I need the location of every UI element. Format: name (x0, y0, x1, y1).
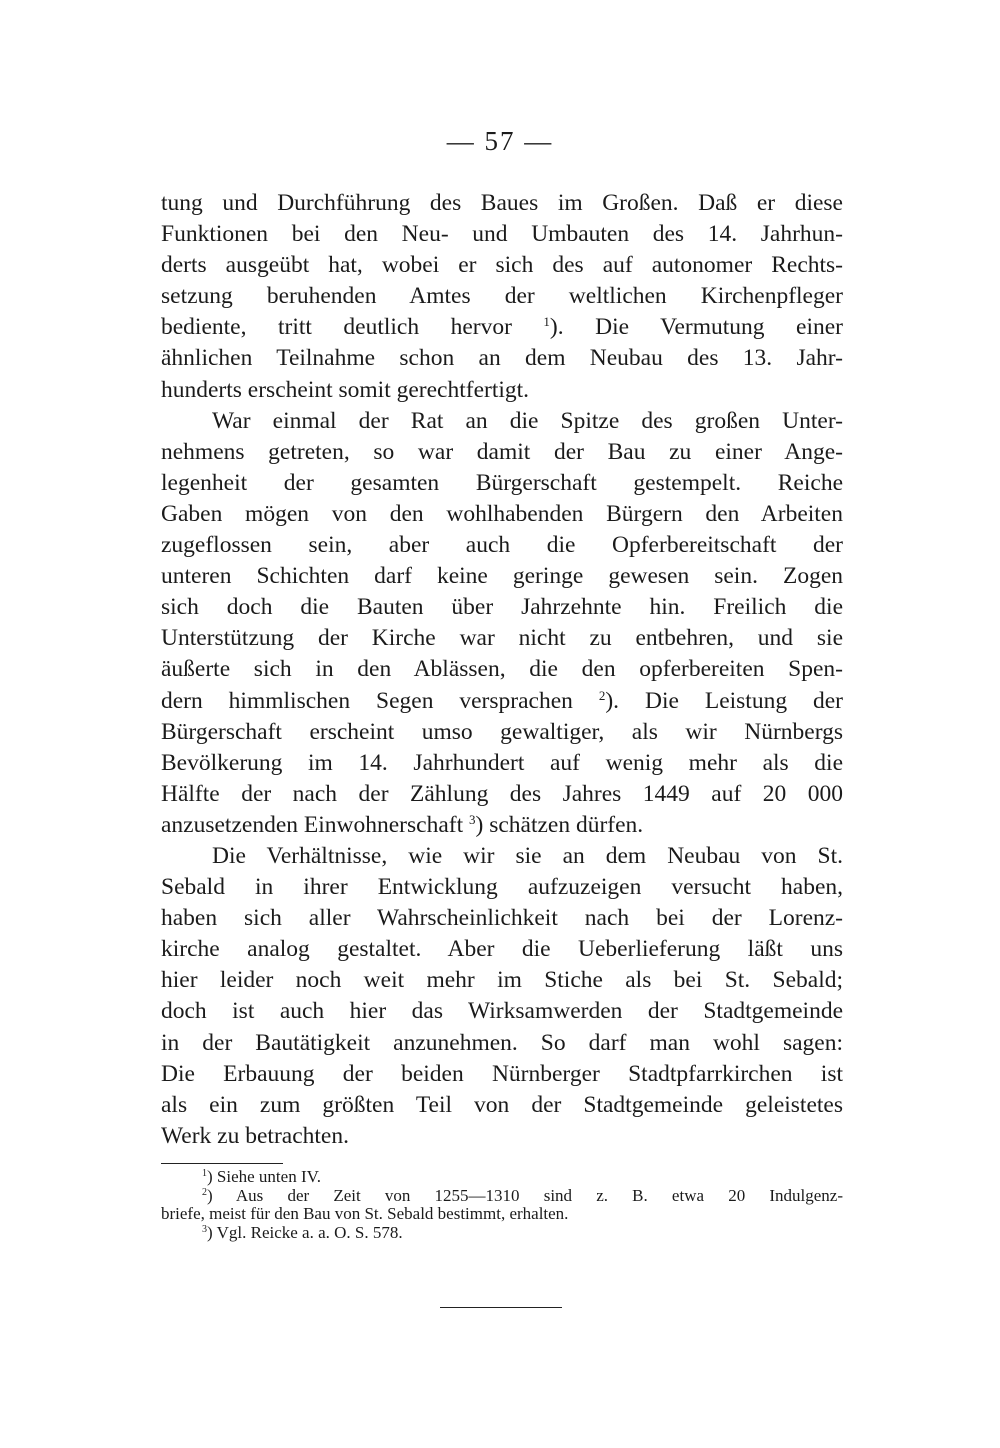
text-line: Unterstützung der Kirche war nicht zu entbehren, und sie (161, 625, 843, 652)
text-line: sich doch die Bauten über Jahrzehnte hin. Freilich die (161, 594, 843, 621)
text-line: unteren Schichten darf keine geringe gewesen sein. Zogen (161, 563, 843, 590)
text-line: äußerte sich in den Ablässen, die den opferbereiten Spen- (161, 656, 843, 683)
footnote-3 (161, 1224, 843, 1243)
text-line: hier leider noch weit mehr im Stiche als bei St. Sebald; (161, 967, 843, 994)
text-line: in der Bautätigkeit anzunehmen. So darf man wohl sagen: (161, 1029, 843, 1056)
text-line: als ein zum größten Teil von der Stadtgemeinde geleistetes (161, 1091, 843, 1118)
text-line: Bevölkerung im 14. Jahrhundert auf wenig mehr als die (161, 749, 843, 776)
text-segment: schätzen dürfen. (483, 811, 644, 838)
page-number: — 57 — (446, 126, 554, 156)
text-segment: dern himmlischen Segen versprachen (161, 687, 573, 714)
text-line: haben sich aller Wahrscheinlichkeit nach bei der Lorenz- (161, 905, 843, 932)
text-line (161, 312, 843, 343)
text-segment: ). (605, 687, 620, 714)
footnote-reference: 3 (468, 811, 476, 827)
text-line: Funktionen bei den Neu- und Umbauten des 14. Jahrhun- (161, 221, 843, 248)
text-line: War einmal der Rat an die Spitze des großen Unter- (212, 407, 843, 434)
text-segment: ). (549, 314, 564, 341)
footnote-2-continued: briefe, meist für den Bau von St. Sebald bestimmt, erhalten. (161, 1204, 569, 1224)
body-text (161, 188, 843, 1152)
text-line: Hälfte der nach der Zählung des Jahres 1449 auf 20 000 (161, 780, 843, 807)
footnote-divider (161, 1163, 283, 1164)
text-line: Werk zu betrachten. (161, 1122, 349, 1149)
footnote-text: ) Vgl. Reicke a. a. O. S. 578. (207, 1222, 403, 1242)
text-line: setzung beruhenden Amtes der weltlichen Kirchenpfleger (161, 283, 843, 310)
footnote-reference: 1 (543, 314, 550, 330)
footnote-text: ) Siehe unten IV. (207, 1167, 321, 1186)
footnote-marker: 2 (202, 1186, 207, 1198)
text-line: derts ausgeübt hat, wobei er sich des auf autonomer Rechts- (161, 252, 843, 279)
footnote-text: ) Aus der Zeit von 1255—1310 sind z. B. etwa 20 Indulgenz- (207, 1185, 843, 1205)
text-line: Bürgerschaft erscheint umso gewaltiger, als wir Nürnbergs (161, 718, 843, 745)
text-line: zugeflossen sein, aber auch die Opferbereitschaft der (161, 532, 843, 559)
text-line: kirche analog gestaltet. Aber die Ueberlieferung läßt uns (161, 936, 843, 963)
text-line: tung und Durchführung des Baues im Großen. Daß er diese (161, 190, 843, 216)
text-line: anzusetzenden Einwohnerschaft $^3$) schätzen dürfen. (161, 811, 644, 838)
text-line: Die Erbauung der beiden Nürnberger Stadtpfarrkirchen ist (161, 1060, 843, 1087)
text-line: legenheit der gesamten Bürgerschaft gestempelt. Reiche (161, 469, 843, 496)
text-line: Sebald in ihrer Entwicklung aufzuzeigen versucht haben, (161, 874, 843, 901)
footnote-2 (161, 1187, 843, 1206)
text-segment: Die Leistung der (619, 687, 844, 714)
end-divider (440, 1307, 562, 1308)
footnote-marker: 1 (202, 1168, 207, 1179)
footnote-reference: 2 (598, 687, 606, 703)
text-line: ähnlichen Teilnahme schon an dem Neubau des 13. Jahr- (161, 345, 843, 372)
text-segment: anzusetzenden Einwohnerschaft (161, 811, 464, 838)
footnote-1 (161, 1168, 843, 1187)
footnote-marker: 3 (202, 1223, 207, 1235)
footnotes (161, 1168, 843, 1242)
text-line: doch ist auch hier das Wirksamwerden der Stadtgemeinde (161, 998, 843, 1025)
text-line: Die Verhältnisse, wie wir sie an dem Neubau von St. (212, 842, 843, 869)
text-line: nehmens getreten, so war damit der Bau zu einer Ange- (161, 438, 843, 465)
text-line: Gaben mögen von den wohlhabenden Bürgern den Arbeiten (161, 500, 843, 527)
text-segment: Die Vermutung einer (563, 314, 844, 341)
text-line (161, 686, 843, 717)
text-line: hunderts erscheint somit gerechtfertigt. (161, 376, 530, 403)
text-segment: bediente, tritt deutlich hervor (161, 314, 512, 341)
